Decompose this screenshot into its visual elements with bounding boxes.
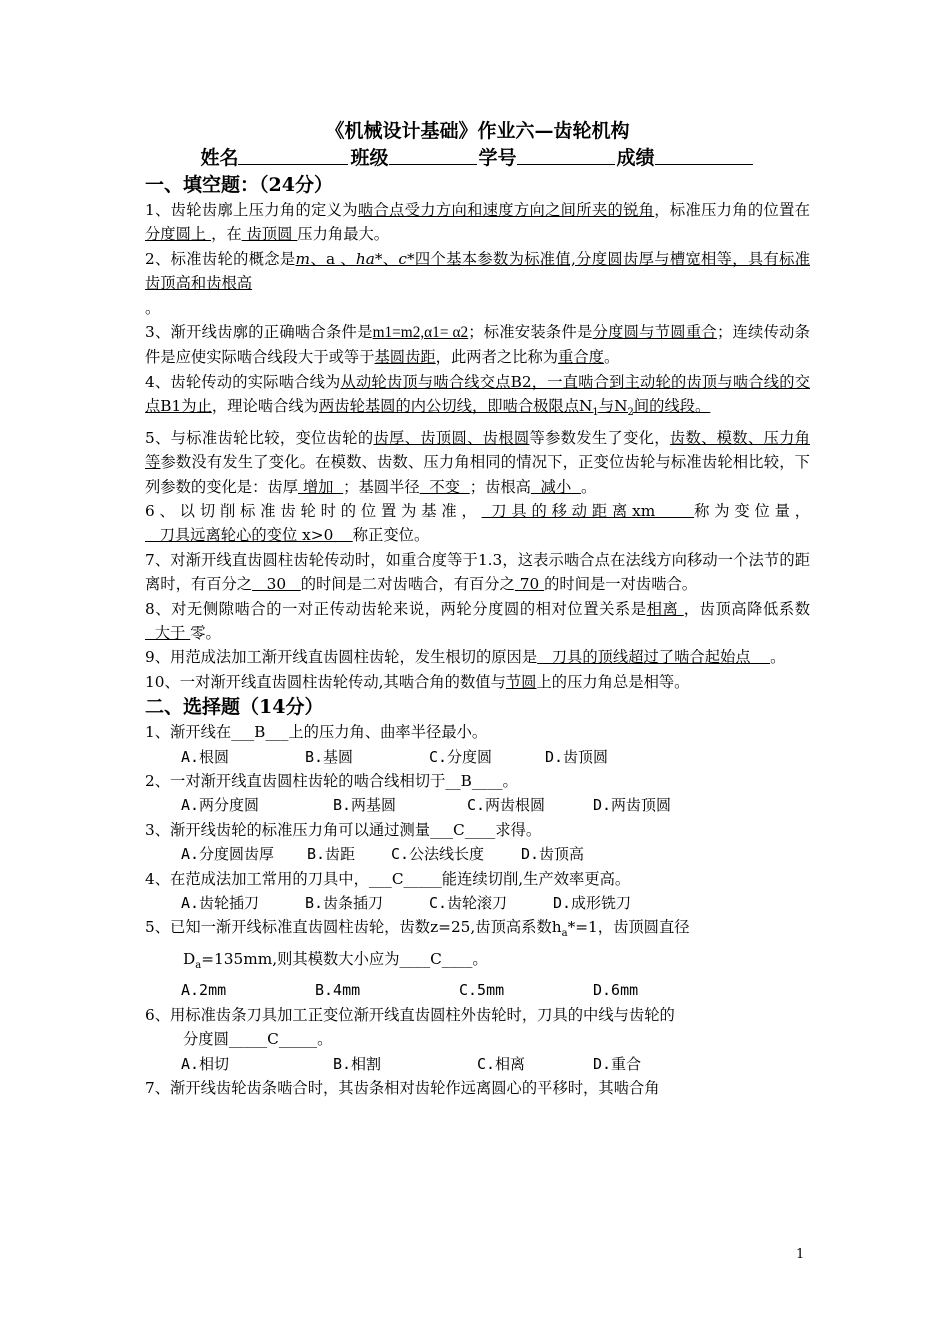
document-body	[145, 118, 810, 1100]
score-label: 成绩	[616, 147, 655, 169]
choice-3-options	[145, 842, 810, 866]
option-d[interactable]: D.成形铣刀	[553, 894, 632, 913]
document-title: 《机械设计基础》作业六—齿轮机构	[325, 120, 630, 142]
option-c[interactable]: C.相离	[477, 1054, 526, 1073]
option-a[interactable]: A.齿轮插刀	[181, 894, 260, 913]
section-choice-heading: 二、选择题（14分）	[145, 696, 324, 719]
question-7: 7、对渐开线直齿圆柱齿轮传动时，如重合度等于1.3，这表示啮合点在法线方向移动一个法节的距离时，有百分之 30 的时间是二对齿啮合，有百分之 70 的时间是一对齿啮合。	[145, 550, 810, 594]
question-1: 1、齿轮齿廓上压力角的定义为啮合点受力方向和速度方向之间所夹的锐角，标准压力角的位置在 分度圆上 ，在 齿顶圆 压力角最大。	[145, 201, 810, 244]
section-fill-in-heading: 一、填空题：（24分）	[145, 174, 333, 196]
option-a[interactable]: A.2mm	[181, 981, 227, 1000]
question-6: 6、以切削标准齿轮时的位置为基准， 刀具的移动距离xm 称为变位量， 刀具远离轮心的变位 x>0 称正变位。	[145, 501, 810, 545]
choice-question-2: 2、一对渐开线直齿圆柱齿轮的啮合线相切于__B____。	[145, 771, 518, 790]
choice-question-5: 5、已知一渐开线标准直齿圆柱齿轮，齿数z=25,齿顶高系数$h_a*=1$，齿顶圆直径	[145, 918, 690, 940]
option-a[interactable]: A.分度圆齿厚	[181, 845, 275, 864]
option-a[interactable]: A.两分度圆	[181, 796, 260, 815]
id-label: 学号	[478, 147, 517, 169]
option-b[interactable]: B.相割	[333, 1054, 382, 1073]
choice-question-1: 1、渐开线在___B___上的压力角、曲率半径最小。	[145, 723, 488, 742]
choice-question-7: 7、渐开线齿轮齿条啮合时，其齿条相对齿轮作远离圆心的平移时，其啮合角	[145, 1078, 660, 1097]
choice-1-options	[145, 745, 810, 769]
option-d[interactable]: D.齿顶高	[521, 845, 585, 864]
name-label: 姓名	[200, 147, 239, 169]
choice-question-6-cont: 分度圆_____C_____。	[183, 1030, 333, 1049]
question-4: 4、齿轮传动的实际啮合线为从动轮齿顶与啮合线交点B2，一直啮合到主动轮的齿顶与啮合线的交点B1为止，理论啮合线为两齿轮基圆的内公切线，即啮合极限点$N_1$与$N_2$间的线段。	[145, 372, 810, 419]
option-a[interactable]: A.根圆	[181, 747, 230, 766]
question-8: 8、对无侧隙啮合的一对正传动齿轮来说，两轮分度圆的相对位置关系是相离 ，齿顶高降低系数 大于 零。	[145, 599, 810, 642]
option-d[interactable]: D.齿顶圆	[545, 747, 609, 766]
option-b[interactable]: B.4mm	[315, 981, 361, 1000]
choice-question-3: 3、渐开线齿轮的标准压力角可以通过测量___C____求得。	[145, 820, 542, 839]
choice-4-options	[145, 891, 810, 915]
class-blank[interactable]	[389, 144, 477, 165]
choice-2-options	[145, 793, 810, 817]
option-d[interactable]: D.重合	[593, 1054, 642, 1073]
student-info-line	[145, 144, 810, 172]
id-blank[interactable]	[517, 144, 615, 165]
option-b[interactable]: B.齿条插刀	[305, 894, 384, 913]
page-number: 1	[796, 1247, 805, 1262]
question-9: 9、用范成法加工渐开线直齿圆柱齿轮，发生根切的原因是 刀具的顶线超过了啮合起始点 。	[145, 648, 786, 667]
option-b[interactable]: B.齿距	[307, 845, 356, 864]
option-c[interactable]: C.两齿根圆	[467, 796, 546, 815]
choice-question-5-cont: $D_a=135mm$,则其模数大小应为____C____。	[183, 949, 488, 971]
score-blank[interactable]	[655, 144, 753, 165]
option-b[interactable]: B.两基圆	[333, 796, 397, 815]
question-5: 5、与标准齿轮比较，变位齿轮的齿厚、齿顶圆、齿根圆等参数发生了变化，齿数、模数、压力角等参数没有发生了变化。在模数、齿数、压力角相同的情况下，正变位齿轮与标准齿轮相比较，下列参数的变化是：齿厚 增加 ；基圆半径 不变 ；齿根高 减小 。	[145, 428, 810, 496]
choice-question-6: 6、用标准齿条刀具加工正变位渐开线直齿圆柱外齿轮时，刀具的中线与齿轮的	[145, 1005, 675, 1024]
option-c[interactable]: C.5mm	[459, 981, 505, 1000]
question-2: 2、标准齿轮的概念是m、a 、ha*、c*四个基本参数为标准值,分度圆齿厚与槽宽相等，具有标准齿顶高和齿根高 。	[145, 249, 810, 317]
option-c[interactable]: C.齿轮滚刀	[429, 894, 508, 913]
option-c[interactable]: C.分度圆	[429, 747, 493, 766]
class-label: 班级	[350, 147, 389, 169]
option-b[interactable]: B.基圆	[305, 747, 354, 766]
name-blank[interactable]	[238, 144, 348, 165]
choice-6-options	[145, 1052, 810, 1076]
question-10: 10、一对渐开线直齿圆柱齿轮传动,其啮合角的数值与节圆上的压力角总是相等。	[145, 672, 690, 691]
choice-question-4: 4、在范成法加工常用的刀具中，___C_____能连续切削,生产效率更高。	[145, 869, 631, 888]
option-a[interactable]: A.相切	[181, 1054, 230, 1073]
option-d[interactable]: D.6mm	[593, 981, 639, 1000]
choice-5-options	[145, 978, 810, 1002]
question-3: 3、渐开线齿廓的正确啮合条件是m1=m2,α1= α2；标准安装条件是分度圆与节圆重合；连续传动条件是应使实际啮合线段大于或等于基圆齿距，此两者之比称为重合度。	[145, 323, 810, 367]
option-d[interactable]: D.两齿顶圆	[593, 796, 672, 815]
option-c[interactable]: C.公法线长度	[391, 845, 485, 864]
